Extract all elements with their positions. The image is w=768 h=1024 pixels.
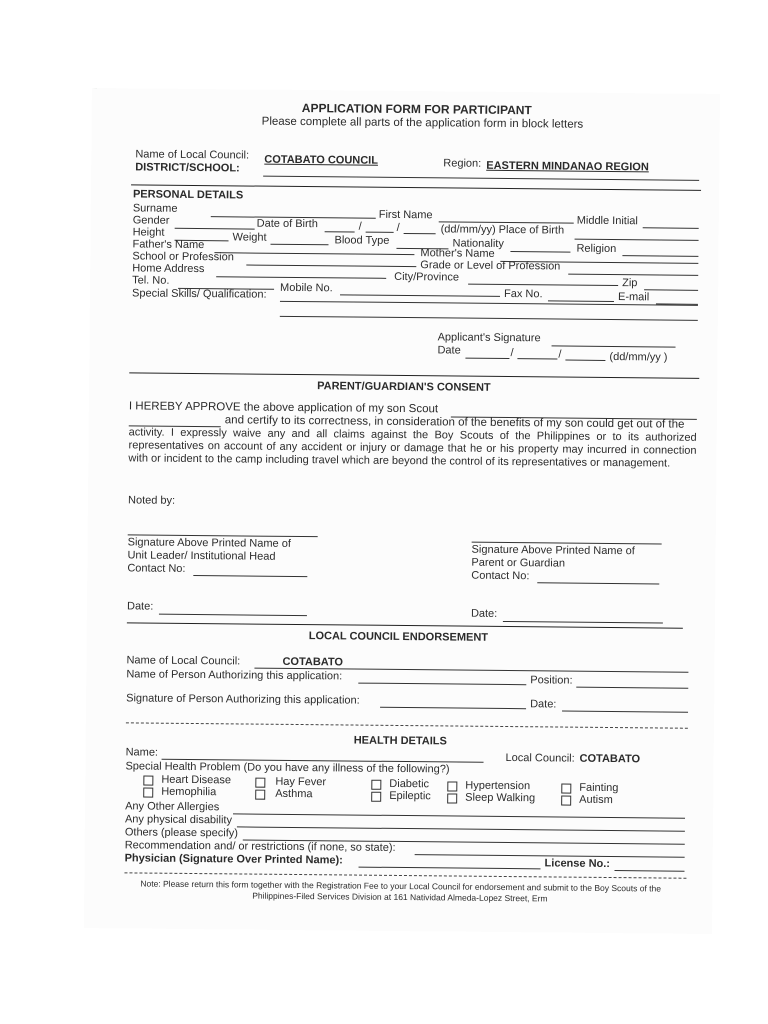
nationality-field[interactable] xyxy=(510,251,570,253)
position-label: Position: xyxy=(530,674,573,687)
applicant-signature-field[interactable] xyxy=(552,345,676,347)
slash: / xyxy=(358,220,362,233)
divider xyxy=(129,372,699,378)
license-label: License No.: xyxy=(544,857,611,871)
parent-sig-line1: Signature Above Printed Name of xyxy=(471,543,635,558)
grade-label: Grade or Level of Profession xyxy=(420,259,561,273)
dob-format-label: (dd/mm/yy) Place of Birth xyxy=(440,223,565,237)
home-address-label: Home Address xyxy=(132,262,205,276)
physician-label: Physician (Signature Over Printed Name): xyxy=(124,852,343,867)
illness-label: Fainting xyxy=(579,781,619,795)
mother-name-label: Mother's Name xyxy=(420,247,495,260)
checkbox-hay-fever[interactable] xyxy=(255,778,265,788)
home-address-field[interactable] xyxy=(216,276,386,279)
health-heading: HEALTH DETAILS xyxy=(353,734,447,748)
unit-leader-date-label: Date: xyxy=(126,600,154,613)
father-name-field[interactable] xyxy=(214,252,414,255)
checkbox-epileptic[interactable] xyxy=(371,792,381,802)
checkbox-hypertension[interactable] xyxy=(447,781,457,791)
license-field[interactable] xyxy=(615,870,685,872)
parent-sig-line2: Parent or Guardian xyxy=(471,556,566,570)
dob-year-field[interactable] xyxy=(404,233,436,234)
illness-label: Diabetic xyxy=(389,777,430,791)
illness-label: Hemophilia xyxy=(161,785,217,799)
blood-type-label: Blood Type xyxy=(334,234,390,247)
parent-date-field[interactable] xyxy=(503,621,663,624)
applicant-date-label: Date xyxy=(437,344,461,357)
consent-line-1: I HEREBY APPROVE the above application of my son Scout xyxy=(128,400,439,416)
physician-field[interactable] xyxy=(359,867,541,870)
checkbox-sleep-walking[interactable] xyxy=(447,793,457,803)
slash: / xyxy=(558,348,562,361)
illness-label: Asthma xyxy=(275,787,313,801)
dob-day-field[interactable] xyxy=(325,231,355,232)
region-label: Region: xyxy=(443,157,482,170)
middle-initial-label: Middle Initial xyxy=(576,214,638,228)
endorse-date-field[interactable] xyxy=(562,711,688,713)
slash: / xyxy=(396,221,400,234)
place-of-birth-field[interactable] xyxy=(575,239,699,241)
allergies-field[interactable] xyxy=(233,813,685,818)
school-field[interactable] xyxy=(246,264,416,267)
tel-label: Tel. No. xyxy=(132,274,170,287)
applicant-date-year[interactable] xyxy=(565,360,605,361)
middle-initial-field[interactable] xyxy=(643,227,699,229)
authorizing-person-label: Name of Person Authorizing this application: xyxy=(126,668,343,683)
skills-field-2[interactable] xyxy=(280,316,698,321)
health-question: Special Health Problem (Do you have any illness of the following?) xyxy=(125,760,450,776)
allergies-label: Any Other Allergies xyxy=(125,800,220,814)
endorsement-heading: LOCAL COUNCIL ENDORSEMENT xyxy=(308,630,489,644)
note-line-2: Philippines-Filed Services Division at 161 Natividad Almeda-Lopez Street, Erm xyxy=(252,890,548,904)
dashed-divider xyxy=(124,872,686,878)
endorse-date-label: Date: xyxy=(530,698,557,711)
gender-label: Gender xyxy=(132,214,170,227)
illness-label: Hay Fever xyxy=(275,775,327,789)
personal-details-heading: PERSONAL DETAILS xyxy=(132,188,244,202)
weight-field[interactable] xyxy=(271,244,329,246)
applicant-date-month[interactable] xyxy=(517,358,557,359)
religion-label: Religion xyxy=(576,242,617,256)
parent-contact-field[interactable] xyxy=(537,582,659,584)
health-name-label: Name: xyxy=(125,746,159,759)
noted-by-label: Noted by: xyxy=(127,494,176,507)
unit-leader-sig-line2: Unit Leader/ Institutional Head xyxy=(127,549,276,563)
position-field[interactable] xyxy=(576,687,688,689)
checkbox-asthma[interactable] xyxy=(255,790,265,800)
consent-line-2: and certify to its correctness, in consideration of the benefits of my son could get out of the xyxy=(224,414,685,431)
checkbox-hemophilia[interactable] xyxy=(143,788,153,798)
health-council-value: COTABATO xyxy=(579,752,641,766)
unit-leader-contact-field[interactable] xyxy=(193,575,307,577)
mobile-label: Mobile No. xyxy=(280,281,333,295)
zip-field[interactable] xyxy=(644,289,698,291)
applicant-date-format: (dd/mm/yy ) xyxy=(609,350,668,364)
fax-field[interactable] xyxy=(548,300,614,302)
school-label: School or Profession xyxy=(132,250,234,264)
fax-label: Fax No. xyxy=(503,287,543,301)
slash: / xyxy=(510,347,514,360)
divider xyxy=(127,622,683,628)
endorse-council-label: Name of Local Council: xyxy=(126,654,241,668)
consent-heading: PARENT/GUARDIAN'S CONSENT xyxy=(317,380,491,394)
health-council-label: Local Council: xyxy=(505,752,575,765)
checkbox-autism[interactable] xyxy=(561,796,571,806)
father-name-label: Father's Name xyxy=(132,238,205,252)
illness-label: Epileptic xyxy=(389,789,431,803)
email-label: E-mail xyxy=(617,291,650,304)
dob-label: Date of Birth xyxy=(256,217,318,231)
region-value: EASTERN MINDANAO REGION xyxy=(486,159,649,174)
authorizing-signature-field[interactable] xyxy=(380,707,526,709)
skills-label: Special Skills/ Qualification: xyxy=(131,287,267,301)
local-council-label: Name of Local Council: xyxy=(135,148,250,162)
authorizing-person-field[interactable] xyxy=(358,683,526,686)
form-sheet xyxy=(84,88,720,934)
checkbox-diabetic[interactable] xyxy=(371,780,381,790)
parent-contact-label: Contact No: xyxy=(471,569,530,583)
illness-label: Autism xyxy=(579,793,613,807)
disability-label: Any physical disability xyxy=(124,813,233,827)
local-council-value: COTABATO COUNCIL xyxy=(264,153,379,167)
district-school-field[interactable] xyxy=(263,176,699,181)
mobile-field[interactable] xyxy=(340,294,500,297)
city-province-field[interactable] xyxy=(468,284,618,286)
others-label: Others (please specify) xyxy=(124,826,239,840)
city-province-label: City/Province xyxy=(394,270,460,284)
form-title: APPLICATION FORM FOR PARTICIPANT xyxy=(301,101,532,118)
unit-leader-date-field[interactable] xyxy=(159,614,307,616)
applicant-signature-label: Applicant's Signature xyxy=(437,331,541,345)
nationality-label: Nationality xyxy=(452,237,504,250)
checkbox-heart-disease[interactable] xyxy=(143,776,153,786)
illness-label: Hypertension xyxy=(465,779,531,793)
authorizing-signature-label: Signature of Person Authorizing this application: xyxy=(126,692,360,707)
recommendation-label: Recommendation and/ or restrictions (if none, so state): xyxy=(124,839,396,854)
applicant-date-day[interactable] xyxy=(465,358,509,359)
disability-field[interactable] xyxy=(237,826,685,831)
endorse-council-value: COTABATO xyxy=(282,655,344,669)
unit-leader-contact-label: Contact No: xyxy=(127,562,186,575)
grade-field[interactable] xyxy=(568,274,698,276)
zip-label: Zip xyxy=(622,277,638,290)
checkbox-fainting[interactable] xyxy=(561,784,571,794)
first-name-label: First Name xyxy=(378,208,433,222)
note-line-1: Note: Please return this form together with the Registration Fee to your Local Council for endorsement and submit to the Boy Scouts of the xyxy=(140,878,662,894)
surname-label: Surname xyxy=(132,202,178,215)
form-subtitle: Please complete all parts of the application form in block letters xyxy=(261,115,584,131)
district-school-label: DISTRICT/SCHOOL: xyxy=(135,161,240,175)
illness-label: Sleep Walking xyxy=(465,791,536,805)
religion-field[interactable] xyxy=(622,255,698,257)
dob-month-field[interactable] xyxy=(366,232,394,233)
weight-label: Weight xyxy=(232,231,267,244)
unit-leader-sig-line1: Signature Above Printed Name of xyxy=(127,536,291,550)
dashed-divider xyxy=(126,722,688,728)
illness-label: Heart Disease xyxy=(161,773,232,787)
parent-date-label: Date: xyxy=(470,607,498,620)
gender-field[interactable] xyxy=(175,228,255,230)
height-label: Height xyxy=(132,226,165,239)
consent-paragraph: activity. I expressly waive any and all claims against the Boy Scouts of the Philippines or to its authorized representatives on account of any accident or injury or damage that he or his property may incurred in connection with or incident to the camp including travel which are beyond the control of its representatives or management. xyxy=(128,426,697,470)
